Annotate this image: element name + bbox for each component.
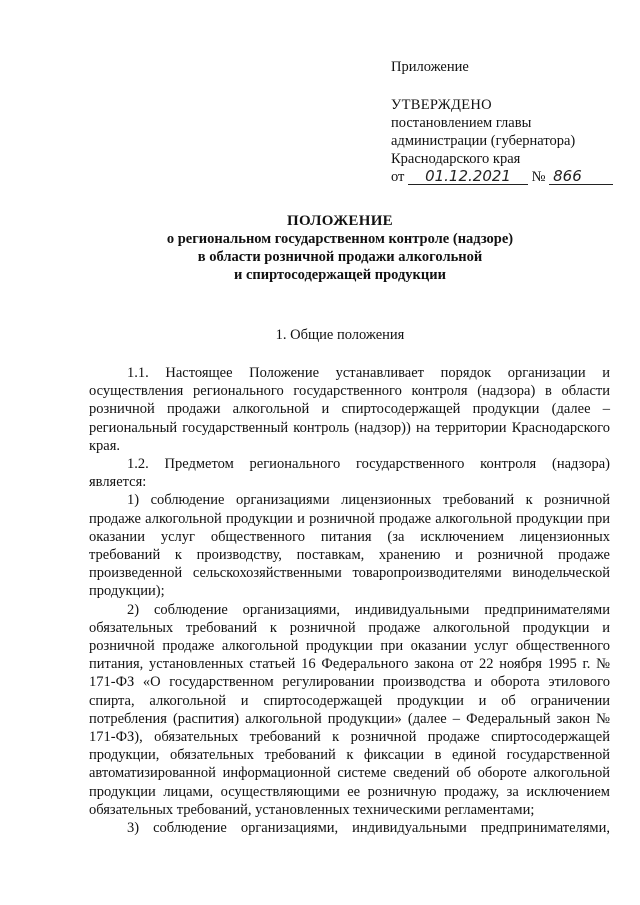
list-item-3: 3) соблюдение организациями, индивидуальными предпринимателями, bbox=[127, 820, 610, 837]
appendix-label: Приложение bbox=[391, 59, 469, 75]
paragraph-1-2: 1.2. Предметом регионального государственного контроля (надзора) является: bbox=[89, 456, 610, 491]
document-title bbox=[90, 212, 590, 284]
section-heading: 1. Общие положения bbox=[275, 327, 405, 343]
document-body bbox=[89, 364, 610, 837]
from-label: от bbox=[391, 169, 405, 185]
approval-stamp bbox=[391, 58, 621, 186]
handwritten-number: 866 bbox=[549, 169, 613, 185]
title-line-4: и спиртосодержащей продукции bbox=[234, 267, 446, 283]
title-line-2: о региональном государственном контроле (надзоре) bbox=[166, 231, 514, 247]
approval-line-3: Краснодарского края bbox=[391, 151, 521, 167]
title-line-3: в области розничной продажи алкогольной bbox=[197, 249, 483, 265]
list-item-1: 1) соблюдение организациями лицензионных требований к розничной продаже алкогольной продукции и розничной продаже алкогольной продукции при оказании услуг общественного питания (за исключением лицензионных требований к производству, поставкам, хранению и розничной продаже произведенной сельскохозяйственными товаропроизводителями винодельческой продукции); bbox=[89, 492, 610, 600]
approved-label: УТВЕРЖДЕНО bbox=[391, 97, 492, 113]
date-number-line bbox=[391, 168, 621, 186]
approval-line-1: постановлением главы bbox=[391, 115, 532, 131]
handwritten-date: 01.12.2021 bbox=[408, 169, 528, 185]
approval-line-2: администрации (губернатора) bbox=[391, 133, 576, 149]
title-line-1: ПОЛОЖЕНИЕ bbox=[287, 213, 393, 229]
list-item-2: 2) соблюдение организациями, индивидуальными предпринимателями обязательных требований к розничной продаже алкогольной продукции и розничной продаже алкогольной продукции при оказании услуг общественного питания, установленных статьей 16 Федерального закона от 22 ноября 1995 г. № 171-ФЗ «О государственном регулировании производства и оборота этилового спирта, алкогольной и спиртосодержащей продукции и об ограничении потребления (распития) алкогольной продукции» (далее – Федеральный закон № 171-ФЗ), обязательных требований к розничной продаже спиртосодержащей продукции, обязательных требований к фиксации в единой государственной автоматизированной информационной системе сведений об обороте алкогольной продукции лицами, осуществляющими ее розничную продажу, за исключением обязательных требований, установленных техническими регламентами; bbox=[89, 601, 610, 818]
number-label: № bbox=[531, 169, 546, 185]
paragraph-1-1: 1.1. Настоящее Положение устанавливает порядок организации и осуществления регионального государственного контроля (надзора) в области розничной продажи алкогольной и спиртосодержащей продукции (далее – региональный государственный контроль (надзор)) на территории Краснодарского края. bbox=[89, 365, 610, 454]
